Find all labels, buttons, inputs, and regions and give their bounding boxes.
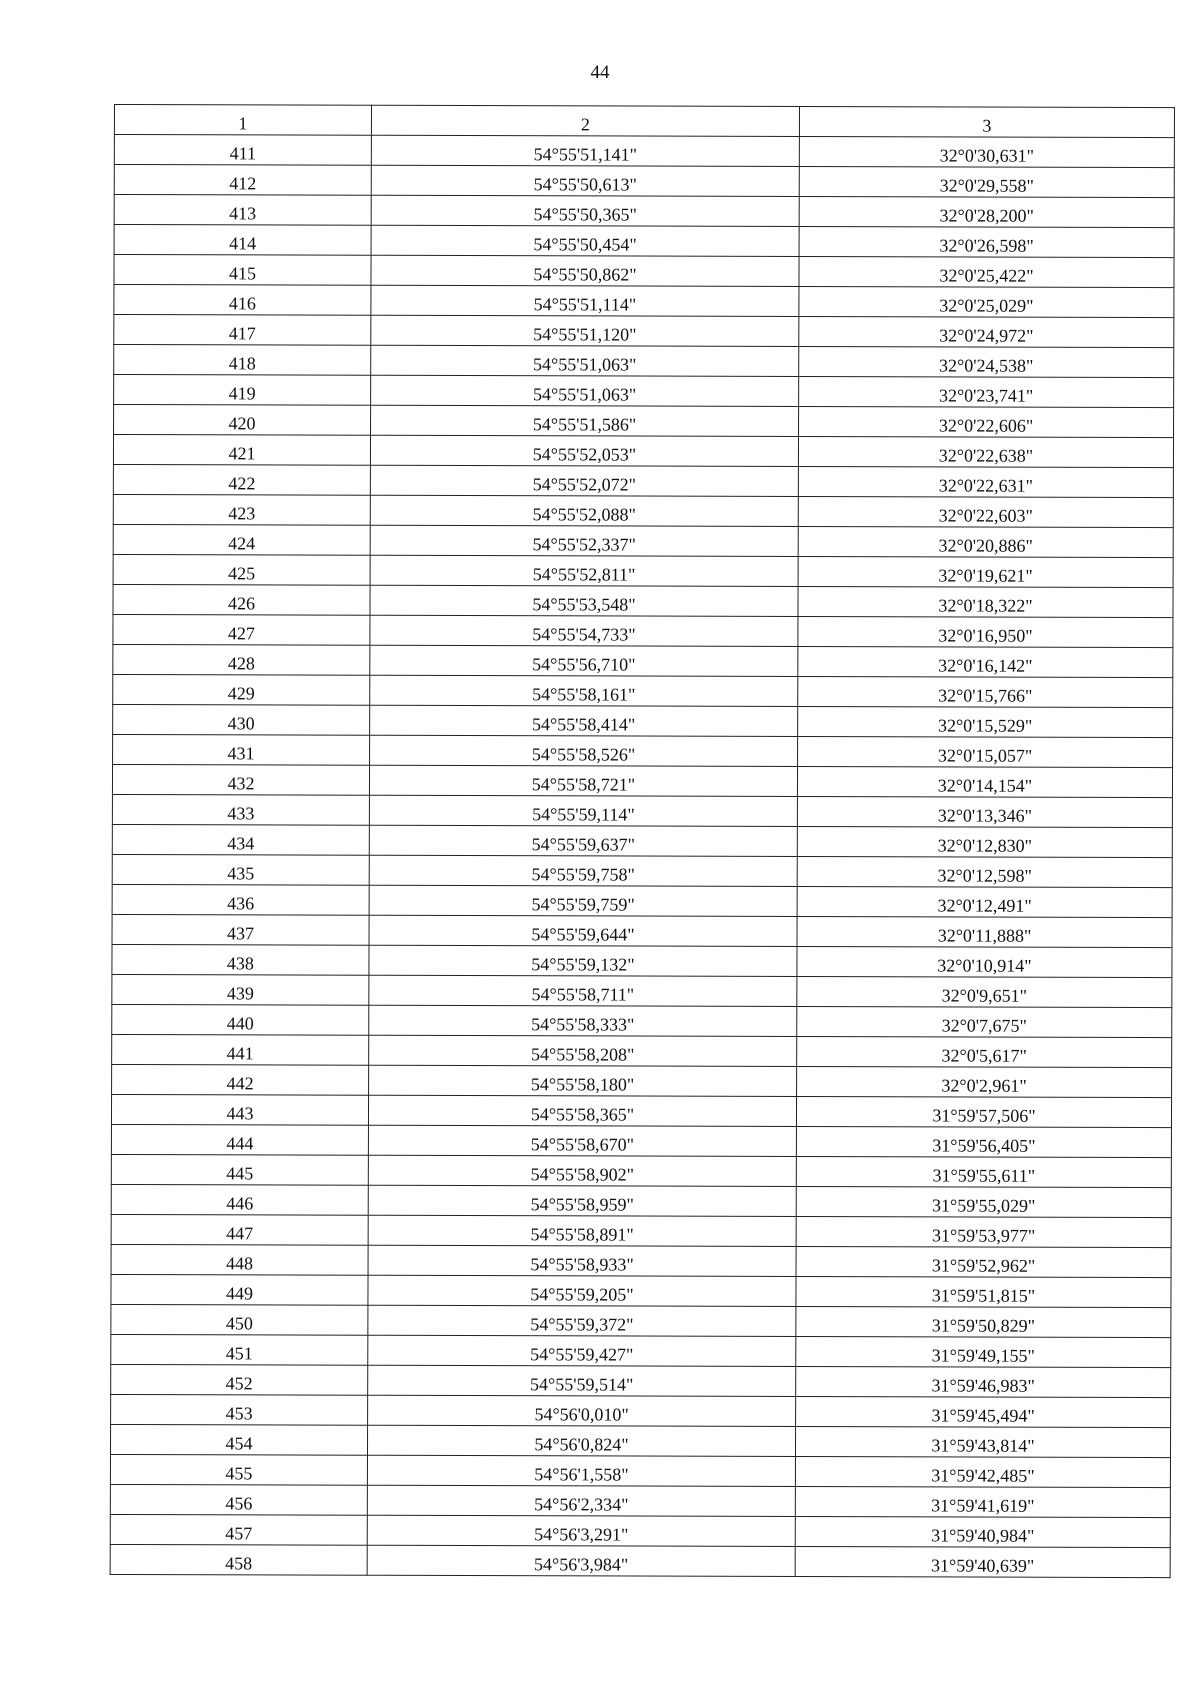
point-number-cell: 417 [114,315,371,346]
latitude-cell: 54°55'51,141" [371,135,799,166]
point-number-cell: 452 [111,1364,368,1395]
latitude-cell: 54°55'54,733" [370,615,798,646]
table-row [114,405,1174,438]
point-number-cell: 429 [113,674,370,705]
longitude-cell: 32°0'13,346" [797,797,1172,828]
longitude-cell: 32°0'18,322" [798,587,1173,618]
latitude-cell: 54°55'51,114" [371,285,799,316]
longitude-cell: 31°59'55,611" [796,1157,1171,1188]
longitude-cell: 32°0'14,154" [797,767,1172,798]
longitude-cell: 32°0'24,972" [799,317,1174,348]
latitude-cell: 54°55'59,758" [369,855,797,886]
point-number-cell: 422 [113,464,370,495]
latitude-cell: 54°56'0,010" [368,1395,796,1426]
longitude-cell: 32°0'22,606" [799,407,1174,438]
table-row [112,764,1172,797]
point-number-cell: 414 [114,225,371,256]
point-number-cell: 416 [114,285,371,316]
table-row [110,1544,1170,1577]
point-number-cell: 447 [111,1214,368,1245]
longitude-cell: 32°0'9,651" [797,977,1172,1008]
latitude-cell: 54°55'51,063" [371,375,799,406]
point-number-cell: 430 [113,704,370,735]
latitude-cell: 54°55'50,454" [371,225,799,256]
point-number-cell: 436 [112,884,369,915]
latitude-cell: 54°55'52,337" [370,525,798,556]
point-number-cell: 432 [112,764,369,795]
point-number-cell: 439 [112,974,369,1005]
table-row [114,195,1174,228]
point-number-cell: 455 [110,1454,367,1485]
table-header [114,105,1174,138]
table-row [113,704,1173,737]
table-row [112,884,1172,917]
point-number-cell: 424 [113,524,370,555]
table-row [111,1124,1171,1157]
longitude-cell: 32°0'15,529" [798,707,1173,738]
page-number: 44 [590,62,610,83]
table-row [112,1064,1172,1097]
longitude-cell: 32°0'2,961" [797,1067,1172,1098]
latitude-cell: 54°55'58,180" [369,1065,797,1096]
point-number-cell: 423 [113,494,370,525]
table-row [110,1484,1170,1517]
point-number-cell: 426 [113,584,370,615]
latitude-cell: 54°55'58,891" [368,1215,796,1246]
longitude-cell: 31°59'56,405" [796,1127,1171,1158]
point-number-cell: 419 [114,375,371,406]
latitude-cell: 54°55'58,933" [368,1245,796,1276]
point-number-cell: 433 [112,794,369,825]
longitude-cell: 31°59'40,639" [795,1547,1170,1578]
latitude-cell: 54°56'0,824" [367,1425,795,1456]
point-number-cell: 437 [112,914,369,945]
point-number-cell: 450 [111,1304,368,1335]
longitude-cell: 32°0'15,766" [798,677,1173,708]
longitude-cell: 32°0'7,675" [797,1007,1172,1038]
table-row [111,1364,1171,1397]
longitude-cell: 31°59'50,829" [796,1307,1171,1338]
latitude-cell: 54°55'58,959" [368,1185,796,1216]
point-number-cell: 441 [112,1034,369,1065]
table-row [114,135,1174,168]
header-cell-col-3: 3 [799,107,1174,138]
latitude-cell: 54°55'51,586" [371,405,799,436]
longitude-cell: 32°0'22,631" [798,467,1173,498]
longitude-cell: 32°0'19,621" [798,557,1173,588]
table-row [114,345,1174,378]
latitude-cell: 54°55'58,365" [368,1095,796,1126]
point-number-cell: 435 [112,854,369,885]
table-row [112,914,1172,947]
latitude-cell: 54°55'58,208" [369,1035,797,1066]
table-row [113,674,1173,707]
latitude-cell: 54°55'59,205" [368,1275,796,1306]
point-number-cell: 431 [113,734,370,765]
header-cell-col-1: 1 [114,105,371,136]
point-number-cell: 458 [110,1544,367,1575]
table-row [113,435,1173,468]
latitude-cell: 54°55'52,088" [370,495,798,526]
latitude-cell: 54°55'58,670" [368,1125,796,1156]
table-row [113,524,1173,557]
latitude-cell: 54°55'56,710" [370,645,798,676]
longitude-cell: 32°0'20,886" [798,527,1173,558]
point-number-cell: 457 [110,1514,367,1545]
longitude-cell: 32°0'16,950" [798,617,1173,648]
latitude-cell: 54°55'58,414" [370,705,798,736]
point-number-cell: 418 [114,345,371,376]
longitude-cell: 32°0'22,638" [798,437,1173,468]
point-number-cell: 425 [113,554,370,585]
table-body [110,135,1174,1578]
point-number-cell: 451 [111,1334,368,1365]
point-number-cell: 434 [112,824,369,855]
table-row [114,255,1174,288]
point-number-cell: 411 [114,135,371,166]
point-number-cell: 421 [113,435,370,466]
latitude-cell: 54°55'53,548" [370,585,798,616]
table-row [111,1394,1171,1427]
longitude-cell: 32°0'15,057" [798,737,1173,768]
latitude-cell: 54°55'51,120" [371,315,799,346]
latitude-cell: 54°55'58,526" [370,735,798,766]
latitude-cell: 54°55'51,063" [371,345,799,376]
point-number-cell: 415 [114,255,371,286]
longitude-cell: 31°59'53,977" [796,1217,1171,1248]
latitude-cell: 54°55'52,072" [370,465,798,496]
longitude-cell: 31°59'55,029" [796,1187,1171,1218]
point-number-cell: 453 [111,1394,368,1425]
table-row [113,584,1173,617]
longitude-cell: 32°0'16,142" [798,647,1173,678]
table-row [113,464,1173,497]
longitude-cell: 32°0'22,603" [798,497,1173,528]
longitude-cell: 32°0'11,888" [797,917,1172,948]
table-row [110,1454,1170,1487]
point-number-cell: 449 [111,1274,368,1305]
table-row [112,794,1172,827]
latitude-cell: 54°55'58,333" [369,1005,797,1036]
point-number-cell: 443 [111,1094,368,1125]
longitude-cell: 32°0'5,617" [797,1037,1172,1068]
latitude-cell: 54°56'2,334" [367,1485,795,1516]
table-row [112,944,1172,977]
latitude-cell: 54°55'50,862" [371,255,799,286]
latitude-cell: 54°55'59,114" [369,795,797,826]
latitude-cell: 54°55'59,759" [369,885,797,916]
longitude-cell: 32°0'30,631" [799,137,1174,168]
table-row [111,1244,1171,1277]
table-row [113,554,1173,587]
longitude-cell: 31°59'41,619" [795,1487,1170,1518]
table-row [111,1184,1171,1217]
latitude-cell: 54°55'58,902" [368,1155,796,1186]
table-row [114,225,1174,258]
point-number-cell: 440 [112,1004,369,1035]
table-row [111,1094,1171,1127]
point-number-cell: 448 [111,1244,368,1275]
longitude-cell: 32°0'12,830" [797,827,1172,858]
point-number-cell: 412 [114,165,371,196]
latitude-cell: 54°55'50,613" [371,165,799,196]
point-number-cell: 438 [112,944,369,975]
table-row [112,1004,1172,1037]
table-row [112,1034,1172,1067]
table-row [113,644,1173,677]
latitude-cell: 54°55'59,372" [368,1305,796,1336]
longitude-cell: 31°59'43,814" [795,1427,1170,1458]
longitude-cell: 31°59'49,155" [796,1337,1171,1368]
latitude-cell: 54°55'59,514" [368,1365,796,1396]
point-number-cell: 454 [110,1424,367,1455]
table-row [111,1274,1171,1307]
latitude-cell: 54°55'58,721" [369,765,797,796]
header-cell-col-2: 2 [371,105,799,136]
table-row [110,1424,1170,1457]
table-row [113,734,1173,767]
table-row [114,165,1174,198]
latitude-cell: 54°56'3,984" [367,1545,795,1576]
latitude-cell: 54°56'3,291" [367,1515,795,1546]
table-row [112,854,1172,887]
longitude-cell: 31°59'52,962" [796,1247,1171,1278]
longitude-cell: 31°59'42,485" [795,1457,1170,1488]
longitude-cell: 32°0'29,558" [799,167,1174,198]
table-row [113,614,1173,647]
longitude-cell: 32°0'28,200" [799,197,1174,228]
longitude-cell: 32°0'10,914" [797,947,1172,978]
table-row [111,1304,1171,1337]
latitude-cell: 54°55'59,427" [368,1335,796,1366]
latitude-cell: 54°55'59,644" [369,915,797,946]
latitude-cell: 54°55'52,053" [370,435,798,466]
longitude-cell: 31°59'40,984" [795,1517,1170,1548]
table-row [111,1214,1171,1247]
longitude-cell: 32°0'12,598" [797,857,1172,888]
longitude-cell: 31°59'57,506" [796,1097,1171,1128]
point-number-cell: 445 [111,1154,368,1185]
point-number-cell: 420 [114,405,371,436]
longitude-cell: 32°0'26,598" [799,227,1174,258]
point-number-cell: 446 [111,1184,368,1215]
latitude-cell: 54°55'59,132" [369,945,797,976]
point-number-cell: 444 [111,1124,368,1155]
table-row [112,974,1172,1007]
table-row [112,824,1172,857]
longitude-cell: 31°59'46,983" [796,1367,1171,1398]
table-row [111,1154,1171,1187]
point-number-cell: 456 [110,1484,367,1515]
table-row [114,285,1174,318]
coordinates-table [110,104,1175,1578]
longitude-cell: 32°0'12,491" [797,887,1172,918]
point-number-cell: 413 [114,195,371,226]
latitude-cell: 54°55'58,711" [369,975,797,1006]
latitude-cell: 54°55'52,811" [370,555,798,586]
longitude-cell: 32°0'25,029" [799,287,1174,318]
table-row [113,494,1173,527]
longitude-cell: 32°0'23,741" [799,377,1174,408]
latitude-cell: 54°55'50,365" [371,195,799,226]
latitude-cell: 54°55'59,637" [369,825,797,856]
point-number-cell: 427 [113,614,370,645]
longitude-cell: 32°0'25,422" [799,257,1174,288]
longitude-cell: 31°59'51,815" [796,1277,1171,1308]
longitude-cell: 32°0'24,538" [799,347,1174,378]
point-number-cell: 442 [112,1064,369,1095]
header-row [114,105,1174,138]
latitude-cell: 54°55'58,161" [370,675,798,706]
table-row [114,375,1174,408]
latitude-cell: 54°56'1,558" [367,1455,795,1486]
point-number-cell: 428 [113,644,370,675]
table-row [111,1334,1171,1367]
table-row [114,315,1174,348]
longitude-cell: 31°59'45,494" [796,1397,1171,1428]
table-row [110,1514,1170,1547]
